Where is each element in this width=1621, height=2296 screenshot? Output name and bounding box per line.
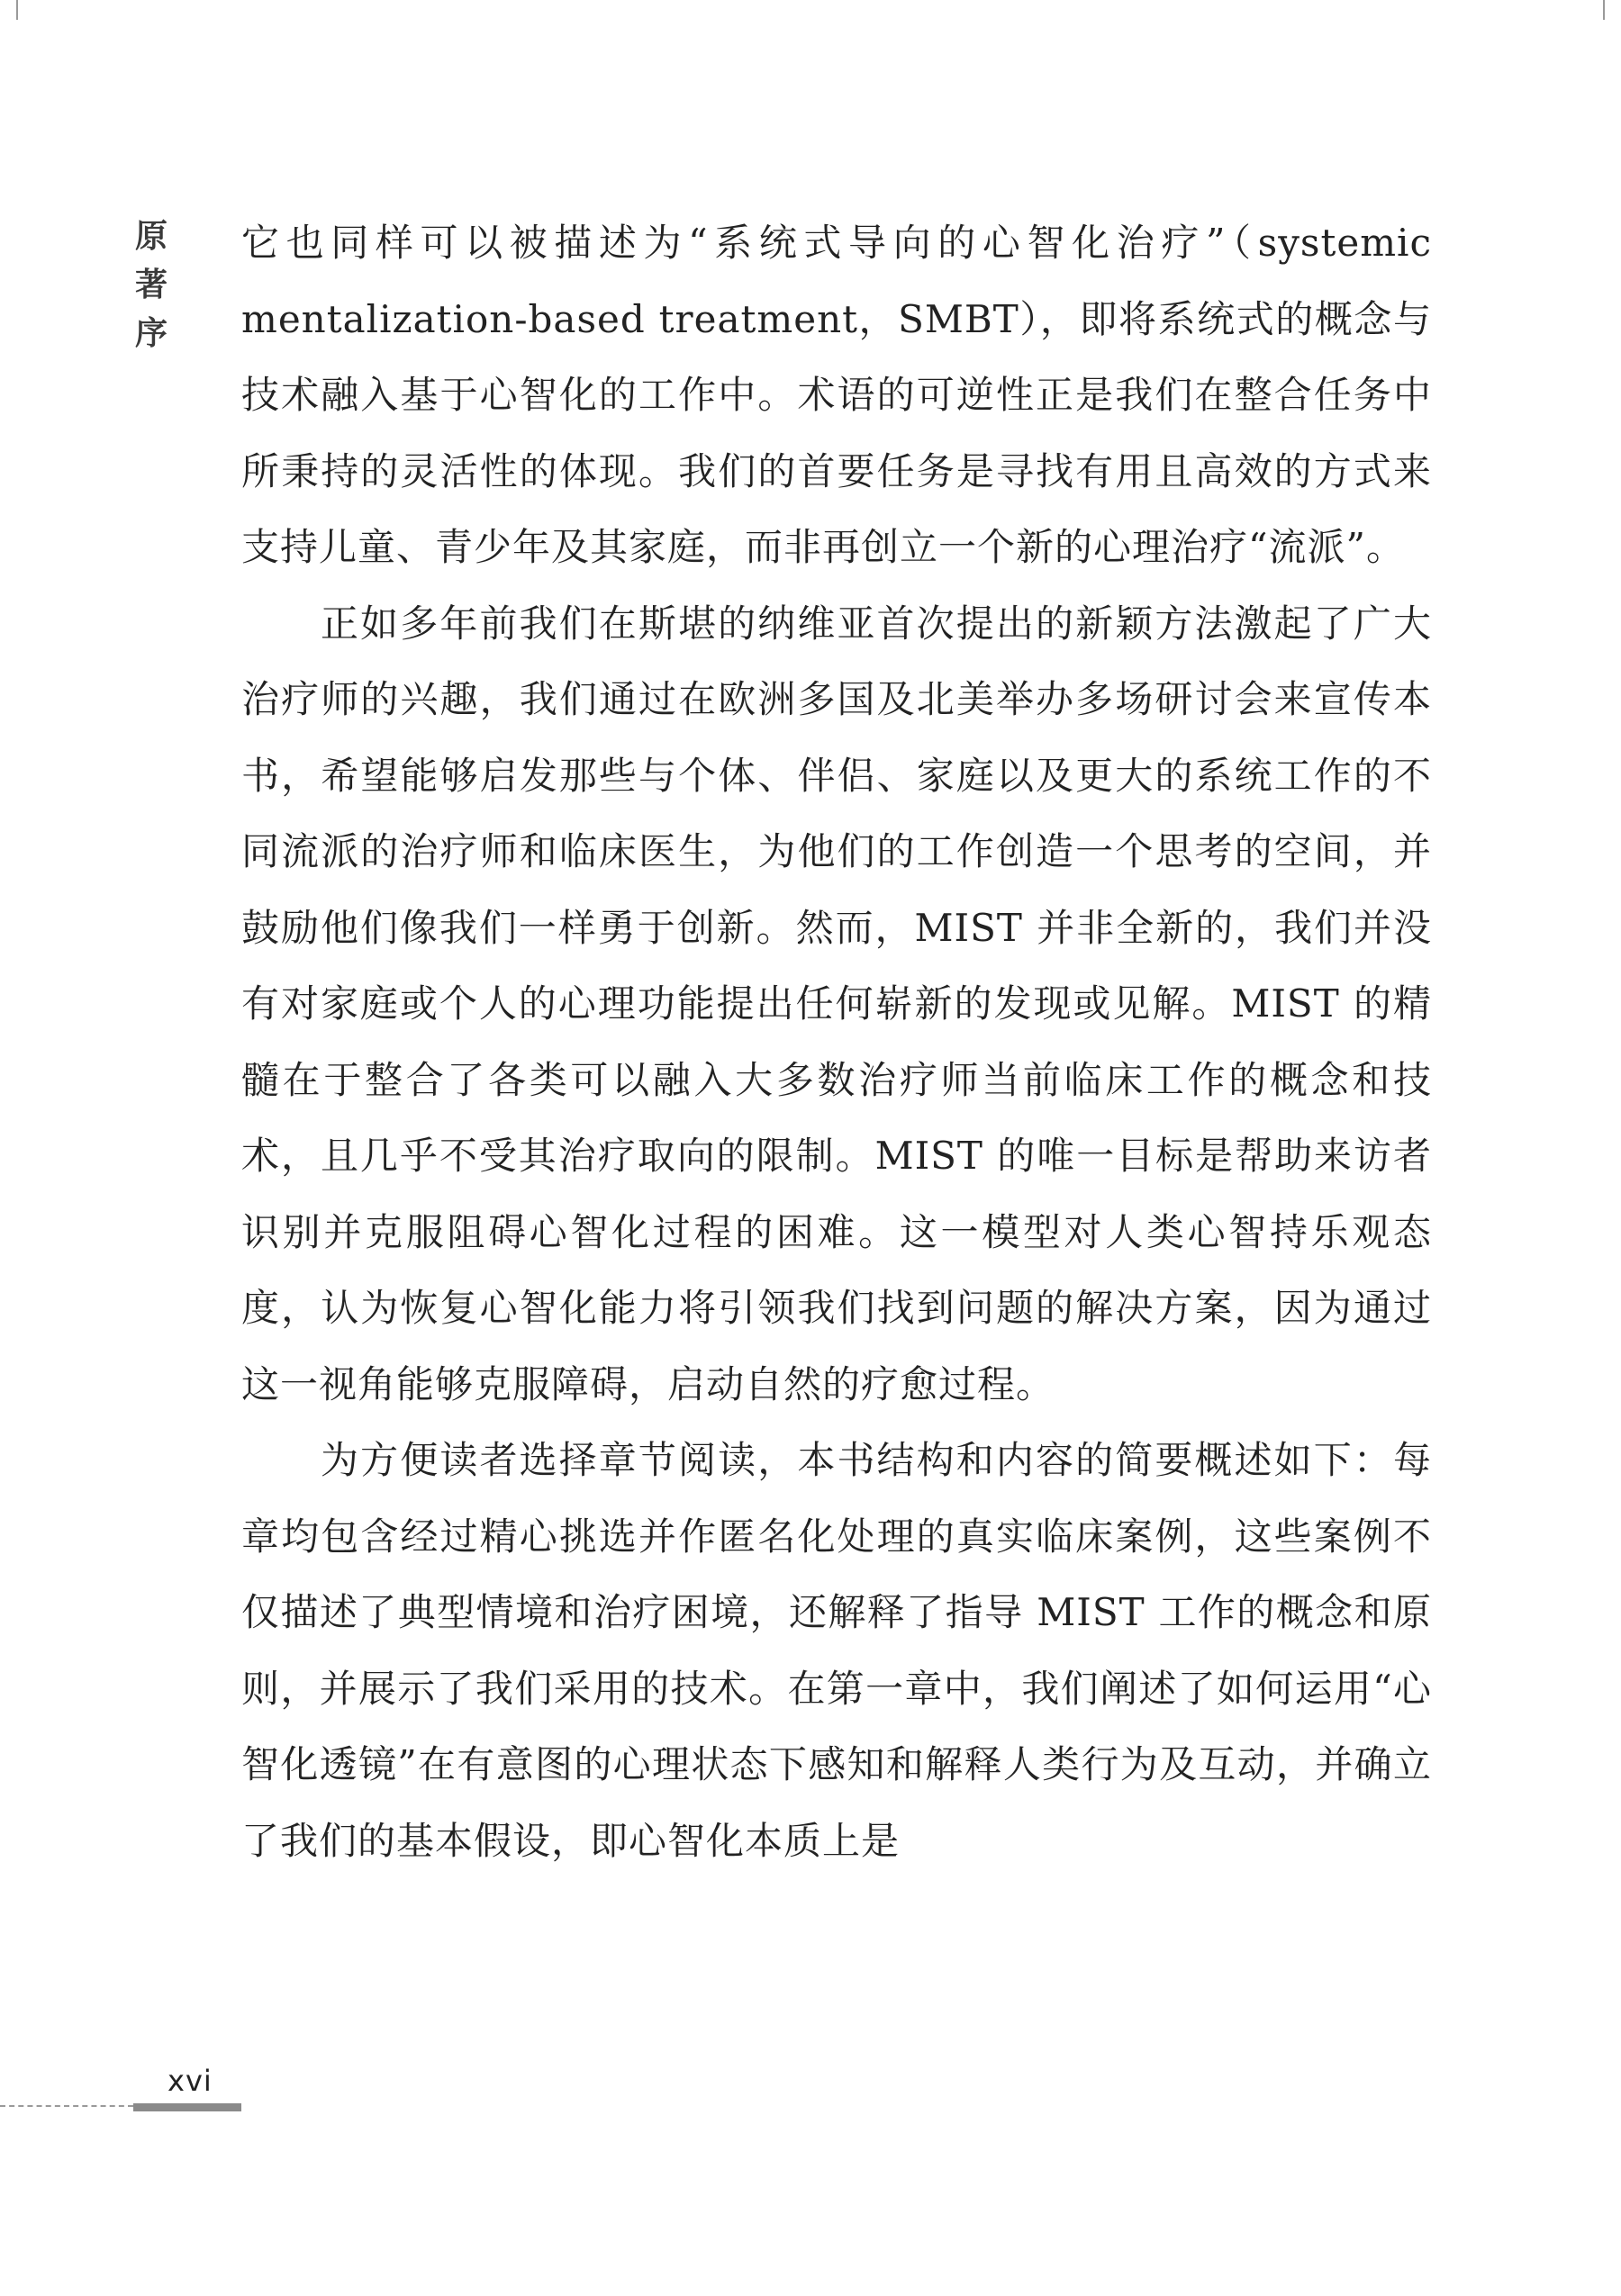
body-text — [241, 205, 1432, 1879]
page-number-bar — [133, 2103, 241, 2111]
running-head-char-2: 著 — [134, 267, 168, 303]
page-edge-dashed-line — [0, 2105, 133, 2107]
running-head-char-3: 序 — [134, 315, 168, 352]
paragraph-2: 正如多年前我们在斯堪的纳维亚首次提出的新颖方法激起了广大治疗师的兴趣，我们通过在欧洲多国及北美举办多场研讨会来宣传本书，希望能够启发那些与个体、伴侣、家庭以及更大的系统工作的不同流派的治疗师和临床医生，为他们的工作创造一个思考的空间，并鼓励他们像我们一样勇于创新。然而，MIST 并非全新的，我们并没有对家庭或个人的心理功能提出任何崭新的发现或见解。MIST 的精髓在于整合了各类可以融入大多数治疗师当前临床工作的概念和技术，且几乎不受其治疗取向的限制。MIST 的唯一目标是帮助来访者识别并克服阻碍心智化过程的困难。这一模型对人类心智持乐观态度，认为恢复心智化能力将引领我们找到问题的解决方案，因为通过这一视角能够克服障碍，启动自然的疗愈过程。 — [241, 601, 1432, 1406]
crop-mark-left — [16, 0, 18, 20]
running-head-char-1: 原 — [134, 218, 168, 255]
paragraph-3: 为方便读者选择章节阅读，本书结构和内容的简要概述如下：每章均包含经过精心挑选并作匿名化处理的真实临床案例，这些案例不仅描述了典型情境和治疗困境，还解释了指导 MIST 工作的概念和原则，并展示了我们采用的技术。在第一章中，我们阐述了如何运用“心智化透镜”在有意图的心理状态下感知和解释人类行为及互动，并确立了我们的基本假设，即心智化本质上是 — [241, 1438, 1432, 1863]
page-number: xvi — [168, 2064, 213, 2098]
paragraph-1: 它也同样可以被描述为“系统式导向的心智化治疗”（systemic mentalization-based treatment，SMBT），即将系统式的概念与技术融入基于心智化的工作中。术语的可逆性正是我们在整合任务中所秉持的灵活性的体现。我们的首要任务是寻找有用且高效的方式来支持儿童、青少年及其家庭，而非再创立一个新的心理治疗“流派”。 — [241, 221, 1432, 569]
running-head — [131, 212, 171, 358]
crop-mark-right — [1603, 0, 1605, 20]
